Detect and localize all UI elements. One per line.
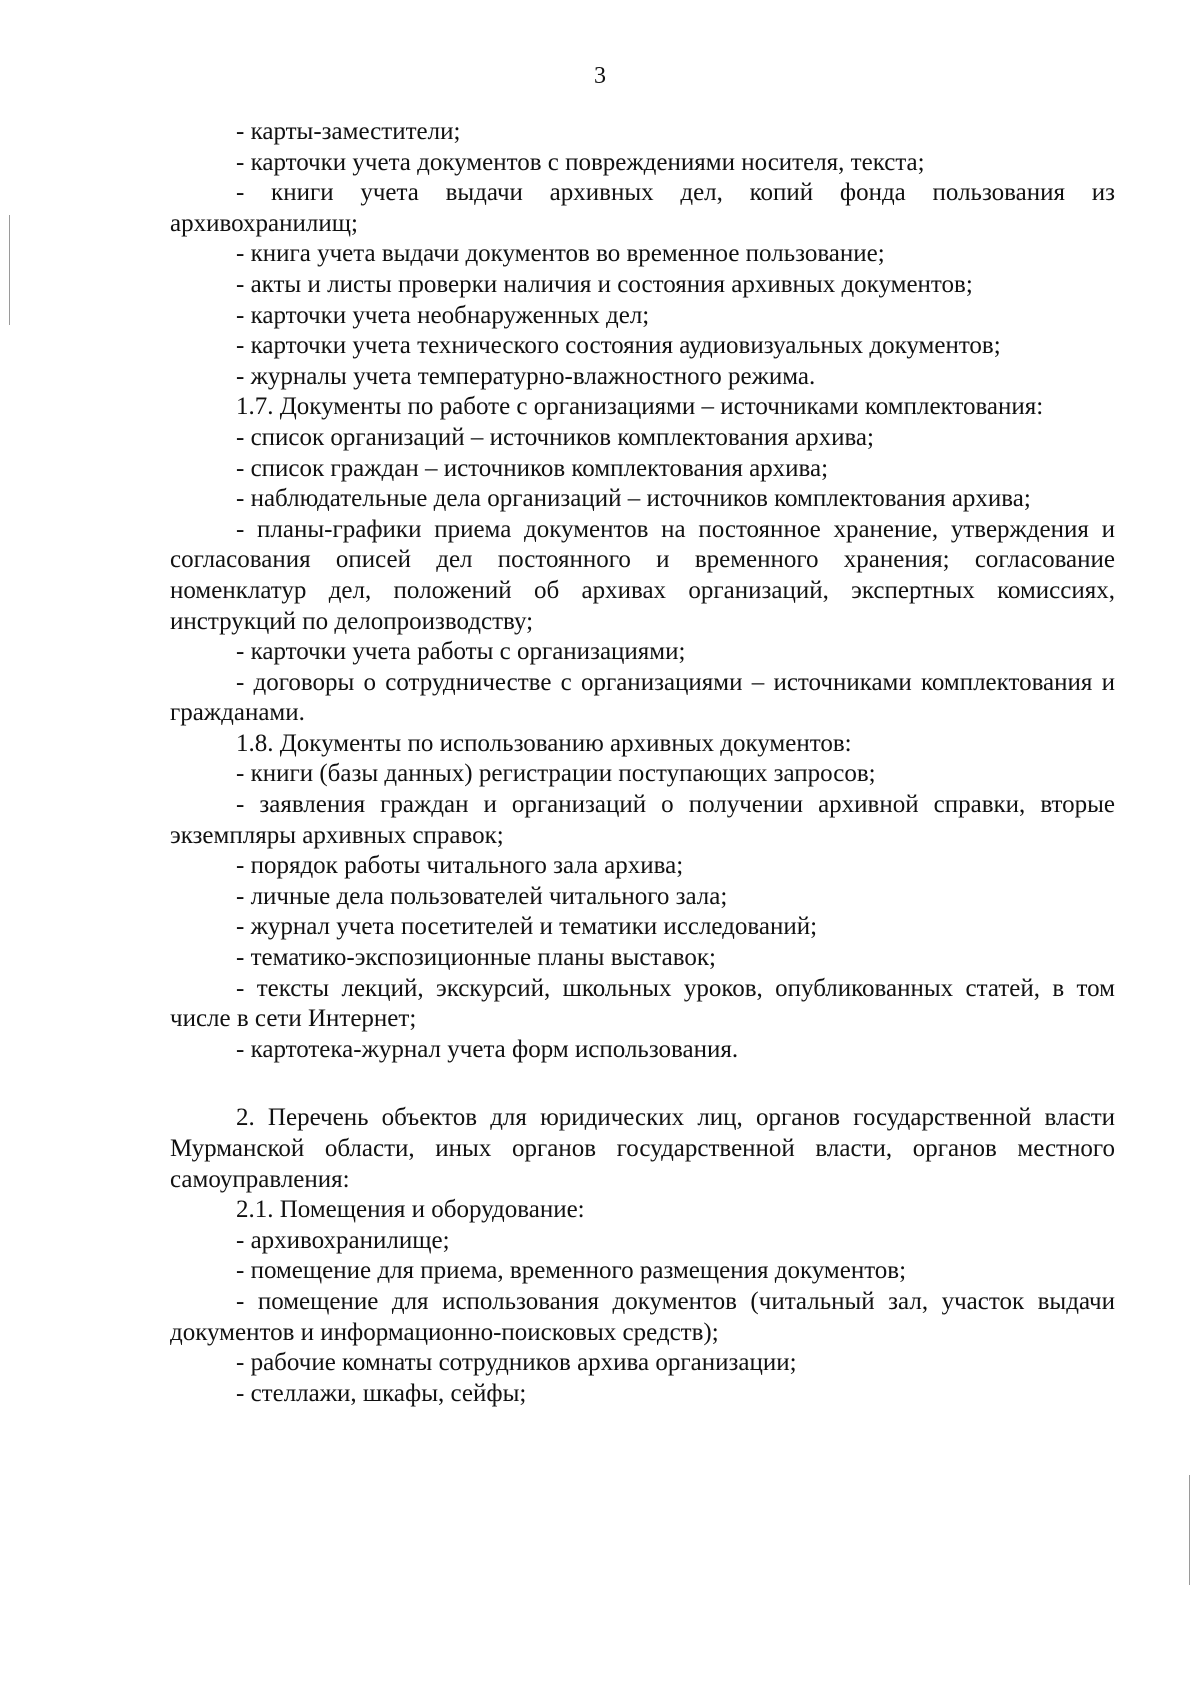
list-item: - карточки учета документов с повреждениями носителя, текста;: [236, 148, 925, 176]
list-item: - картотека-журнал учета форм использования.: [236, 1035, 739, 1063]
list-item: - карточки учета технического состояния аудиовизуальных документов;: [236, 332, 1001, 360]
list-item: - список граждан – источников комплектования архива;: [236, 454, 829, 482]
scan-artifact: [9, 215, 10, 325]
list-item: - порядок работы читального зала архива;: [236, 852, 684, 880]
list-item: - архивохранилище;: [236, 1226, 450, 1254]
section-spacer: [170, 1065, 1115, 1103]
list-item: - книги (базы данных) регистрации поступающих запросов;: [236, 760, 876, 788]
section-heading: 2. Перечень объектов для юридических лиц, органов государственной власти Мурманской области, иных органов государственной власти, органов местного самоуправления:: [170, 1104, 1115, 1193]
list-item: - планы-графики приема документов на постоянное хранение, утверждения и согласования описей дел постоянного и временного хранения; согласование номенклатур дел, положений об архивах организаций, экспертных комиссиях, инструкций по делопроизводству;: [170, 515, 1115, 635]
list-item: - тематико-экспозиционные планы выставок;: [236, 944, 716, 972]
section-heading: 1.7. Документы по работе с организациями – источниками комплектования:: [236, 393, 1044, 421]
list-item: - помещение для приема, временного размещения документов;: [236, 1257, 907, 1285]
list-item: - помещение для использования документов (читальный зал, участок выдачи документов и информационно-поисковых средств);: [170, 1287, 1115, 1346]
list-item: - карточки учета работы с организациями;: [236, 638, 686, 666]
list-item: - карточки учета необнаруженных дел;: [236, 301, 650, 329]
list-item: - журнал учета посетителей и тематики исследований;: [236, 913, 818, 941]
list-item: - наблюдательные дела организаций – источников комплектования архива;: [236, 485, 1031, 513]
document-body: [170, 117, 1115, 1409]
page-number: 3: [594, 63, 606, 89]
list-item: - книга учета выдачи документов во временное пользование;: [236, 240, 885, 268]
list-item: - тексты лекций, экскурсий, школьных уроков, опубликованных статей, в том числе в сети Интернет;: [170, 974, 1115, 1033]
list-item: - рабочие комнаты сотрудников архива организации;: [236, 1349, 797, 1377]
list-item: - договоры о сотрудничестве с организациями – источниками комплектования и гражданами.: [170, 668, 1115, 727]
list-item: - стеллажи, шкафы, сейфы;: [236, 1379, 527, 1407]
subsection-heading: 2.1. Помещения и оборудование:: [236, 1196, 585, 1224]
list-item: - список организаций – источников комплектования архива;: [236, 423, 874, 451]
section-heading: 1.8. Документы по использованию архивных документов:: [236, 729, 852, 757]
scan-artifact: [1189, 1475, 1190, 1585]
list-item: - личные дела пользователей читального зала;: [236, 882, 728, 910]
list-item: - карты-заместители;: [236, 118, 461, 145]
list-item: - акты и листы проверки наличия и состояния архивных документов;: [236, 270, 973, 298]
list-item: - журналы учета температурно-влажностного режима.: [236, 362, 816, 390]
list-item: - заявления граждан и организаций о получении архивной справки, вторые экземпляры архивных справок;: [170, 791, 1115, 849]
list-item: - книги учета выдачи архивных дел, копий фонда пользования из архивохранилищ;: [170, 179, 1115, 237]
